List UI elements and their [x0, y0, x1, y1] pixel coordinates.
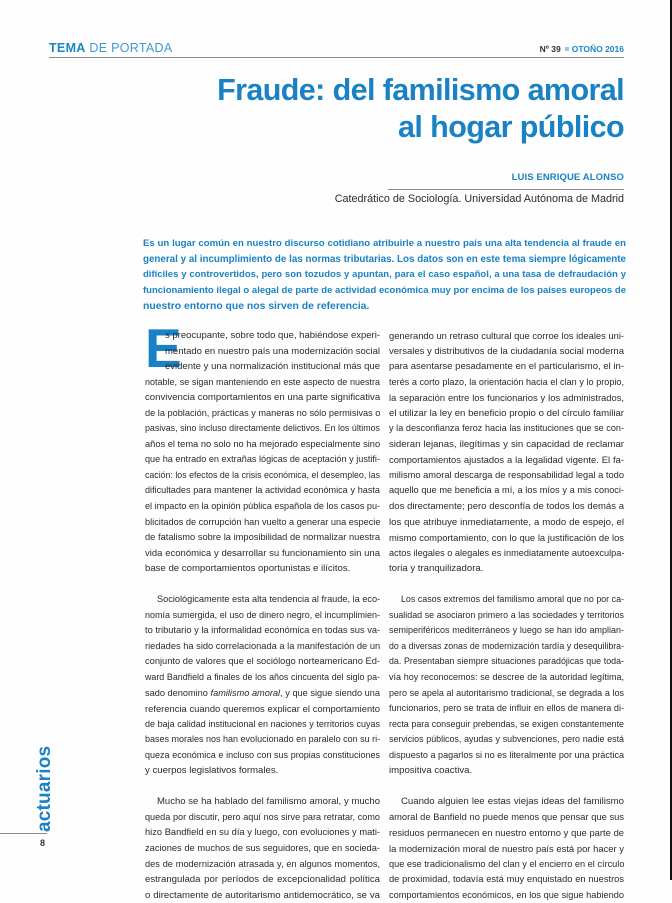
body-line: Mucho se ha hablado del familismo amoral, y mucho	[157, 796, 380, 808]
body-line: y cuerpos legislativos formales.	[145, 765, 279, 777]
body-line: milismo amoral descarga de responsabilidad legal a todo	[389, 469, 624, 480]
body-line: riedades ha sido correlacionada a la manifestación de un	[145, 640, 381, 651]
body-line: pasivas, sino incluso directamente delictivos. En los últimos	[145, 423, 380, 434]
body-line: generando un retraso cultural que corroe los ideales uni-	[389, 330, 625, 341]
body-line: actos ilegales o alegales es inmediatamente autoexculpa-	[389, 547, 625, 558]
body-column-left	[145, 328, 380, 903]
body-line: des de modernización atrasada y, en algunos momentos,	[145, 858, 380, 869]
section-label	[49, 41, 173, 55]
author-name: LUIS ENRIQUE ALONSO	[511, 172, 624, 183]
body-line: terés a corto plazo, la orientación hacia el clan y lo propio,	[389, 376, 624, 387]
body-line: de la población, prácticas y maneras no sólo permisivas o	[145, 407, 381, 418]
page-number: 8	[40, 838, 46, 848]
body-line: semiperiféricos mediterráneos y luego se han ido amplian-	[389, 625, 624, 636]
lead-line: Es un lugar común en nuestro discurso cotidiano atribuirle a nuestro país una alta tendencia al fraude en	[143, 238, 626, 249]
body-line: to tributario y la informalidad económica en todas sus va-	[145, 625, 381, 636]
section-label-strong: TEMA	[49, 41, 86, 55]
body-line: vida económica y desarrollar su funcionamiento sin una	[145, 547, 380, 559]
body-line: sideran lejanas, ilegítimas y sin capacidad de reclamar	[389, 438, 624, 450]
author-affiliation: Catedrático de Sociología. Universidad Autónoma de Madrid	[334, 193, 624, 205]
lead-line: difíciles y controvertidos, pero son tozudos y apuntan, para el caso español, a una tasa de defraudación y	[143, 269, 626, 281]
body-line: dos directamente; pero desconfía de todos los demás a	[389, 501, 624, 513]
body-line: convivencia comportamientos en una parte significativa	[145, 392, 381, 404]
body-line-with-italic	[145, 686, 380, 702]
issue-season: OTOÑO 2016	[571, 44, 624, 54]
body-line: Sociológicamente esta alta tendencia al fraude, la eco-	[157, 594, 381, 605]
body-line: amoral de Banfield no puede menos que pensar que sus	[389, 811, 624, 822]
italic-term: familismo amoral	[210, 687, 281, 698]
body-line: blicitados de corrupción han vuelto a generar una especie	[145, 516, 381, 527]
magazine-brand: actuarios	[34, 745, 55, 832]
body-line: queza económica e incluso con sus propias constituciones	[145, 749, 380, 760]
body-line: da. Presentaban siempre situaciones paradójicas que toda-	[389, 656, 624, 667]
footer-divider	[0, 833, 47, 834]
paragraph	[389, 328, 624, 577]
body-line: estrangulada por períodos de excepcionalidad política	[145, 874, 380, 886]
body-line: mentado en nuestro país una modernización social	[165, 345, 380, 357]
paragraph	[145, 328, 380, 577]
body-line: funcionarios, pero se trata de influir en ellos de manera di-	[389, 703, 624, 714]
body-line: base de comportamientos oportunistas e ilícitos.	[145, 563, 351, 575]
body-line: vía hoy reconocemos: se descree de la autoridad legítima,	[389, 671, 624, 682]
body-line: el utilizar la ley en beneficio propio o del círculo familiar	[389, 407, 624, 419]
body-line: impositiva coactiva.	[389, 765, 473, 777]
body-line: comportamientos ajustados a la legalidad vigente. El fa-	[389, 454, 624, 466]
lead-line: nuestro entorno que nos sirven de referencia.	[143, 300, 370, 312]
body-line: de proximidad, todavía está muy enquistado en nuestros	[389, 874, 624, 885]
title-line-2: al hogar público	[398, 110, 624, 144]
text-segment: , y que sigue siendo una	[280, 687, 381, 698]
body-line: para asentarse pesadamente en el particularismo, el in-	[389, 361, 624, 373]
body-line: que ese tradicionalismo del clan y el encierro en el círculo	[389, 858, 625, 869]
body-line: la modernización moral de nuestro país está por hacer y	[389, 842, 624, 854]
body-line: versales y distributivos de la ciudadanía social moderna	[389, 345, 624, 357]
body-line: ward Bandfield a finales de los años cincuenta del siglo pa-	[145, 671, 380, 682]
article-lead	[143, 236, 626, 315]
body-line: servicios públicos, ayudas y subvenciones, pero nadie está	[389, 734, 624, 745]
body-line: referencia cuando queremos explicar el comportamiento	[145, 703, 380, 715]
body-line: pero se apela al autoritarismo tradicional, se degrada a los	[389, 687, 624, 698]
body-line: y la desconfianza feroz hacia las instituciones que se con-	[389, 423, 624, 434]
body-line: toria y tranquilizadora.	[389, 563, 484, 575]
issue-info	[540, 44, 624, 54]
paragraph	[145, 592, 380, 779]
title-line-1: Fraude: del familismo amoral	[217, 73, 624, 107]
body-line: nomía sumergida, el uso de dinero negro, el incumplimien-	[145, 609, 380, 620]
article-title	[217, 72, 624, 146]
body-line: años el tema no solo no ha mejorado especialmente sino	[145, 438, 381, 449]
text-segment: sado denomino	[145, 687, 211, 698]
author-divider	[388, 189, 624, 190]
body-line: o directamente de autoritarismo antidemocrático, se va	[145, 889, 380, 901]
body-column-right	[389, 328, 624, 903]
body-line: cación: los efectos de la crisis económica, el desempleo, las	[145, 469, 380, 480]
body-line: los que atribuye inmediatamente, a modo de espejo, el	[389, 516, 624, 528]
body-line: queda por discutir, pero aquí nos sirve para retratar, como	[145, 811, 380, 822]
paragraph	[389, 794, 624, 903]
body-line: hizo Bandfield en su día y luego, con evoluciones y mati-	[145, 827, 380, 838]
lead-line: funcionamiento ilegal o alegal de parte de actividad económica muy por encima de los países europeos de	[143, 285, 626, 297]
page-header	[49, 41, 624, 58]
lead-line: general y al incumplimiento de las normas tributarias. Los datos son en este tema siempre lógicamente	[143, 253, 626, 265]
body-line: la separación entre los funcionarios y los administrados,	[389, 392, 624, 404]
paragraph	[145, 794, 380, 903]
issue-number: Nº 39	[539, 44, 561, 54]
body-line: do a diversas zonas de modernización tardía y desequilibra-	[389, 640, 624, 651]
body-line: bases morales nos han evolucionado en paralelo con su ri-	[145, 734, 381, 745]
paragraph	[389, 592, 624, 779]
body-line: residuos permanecen en nuestro entorno y que parte de	[389, 827, 624, 839]
body-line: s preocupante, sobre todo que, habiéndose experi-	[165, 330, 380, 341]
body-line: de fatalismo sobre la imposibilidad de normalizar nuestra	[145, 532, 380, 543]
section-label-light: DE PORTADA	[89, 41, 173, 55]
body-line: el impacto en la opinión pública española de los casos pu-	[145, 501, 381, 512]
body-line: Cuando alguien lee estas viejas ideas del familismo	[401, 796, 624, 808]
body-line: dispuesto a pagarlos si no es literalmente por una práctica	[389, 749, 625, 760]
body-line: que ha entrado en extrañas lógicas de aceptación y justifi-	[145, 454, 380, 465]
drop-cap-letter: E	[145, 317, 182, 379]
body-line: de baja calidad institucional en naciones y territorios cuyas	[145, 718, 380, 729]
body-line: zaciones de muchos de sus seguidores, que en socieda-	[145, 842, 380, 853]
body-line: sualidad se asociaron primero a las sociedades y territorios	[389, 609, 624, 620]
square-bullet-icon	[565, 47, 569, 51]
body-line: recta para conseguir prebendas, se exigen constantemente	[389, 718, 624, 729]
body-line: aquello que me beneficia a mí, a los míos y a mis conoci-	[389, 485, 624, 496]
body-line: evidente y una normalización institucional más que	[165, 361, 380, 373]
body-line: comportamientos económicos, en los que sigue habiendo	[389, 889, 624, 900]
body-line: notable, se sigan manteniendo en este aspecto de nuestra	[145, 376, 380, 387]
body-line: mismo comportamiento, con lo que la justificación de los	[389, 532, 624, 544]
body-line: dificultades para mantener la actividad económica y hasta	[145, 485, 380, 496]
body-line: conjunto de valores que el sociólogo norteamericano Ed-	[145, 656, 380, 667]
body-line: Los casos extremos del familismo amoral que no por ca-	[401, 594, 624, 605]
